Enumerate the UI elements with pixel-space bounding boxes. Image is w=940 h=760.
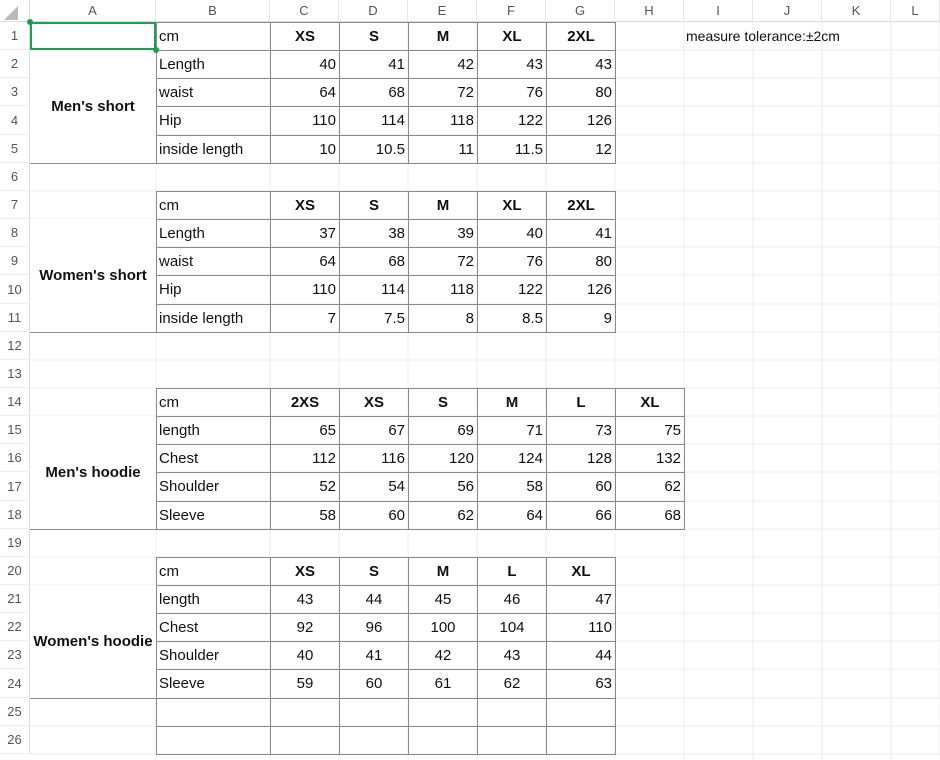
column-header-J[interactable]: J xyxy=(753,0,822,22)
value-cell[interactable]: 10 xyxy=(270,135,340,164)
row-header-3[interactable]: 3 xyxy=(0,78,30,106)
value-cell[interactable]: 67 xyxy=(339,416,409,445)
row-header-19[interactable]: 19 xyxy=(0,529,30,557)
row-header-18[interactable]: 18 xyxy=(0,501,30,529)
value-cell[interactable]: 46 xyxy=(477,585,547,614)
measure-label[interactable]: Sleeve xyxy=(156,669,271,699)
value-cell[interactable]: 76 xyxy=(477,78,547,107)
value-cell[interactable]: 64 xyxy=(477,501,547,530)
row-header-22[interactable]: 22 xyxy=(0,613,30,641)
select-all-corner[interactable] xyxy=(0,0,30,22)
size-header-XS[interactable]: XS xyxy=(270,191,340,220)
value-cell[interactable]: 44 xyxy=(546,641,616,670)
value-cell[interactable]: 59 xyxy=(270,669,340,699)
value-cell[interactable]: 68 xyxy=(339,78,409,107)
unit-cell[interactable]: cm xyxy=(156,388,271,417)
table-title-3[interactable]: Women's hoodie xyxy=(30,585,156,699)
row-header-5[interactable]: 5 xyxy=(0,135,30,163)
value-cell[interactable]: 54 xyxy=(339,472,409,502)
value-cell[interactable]: 43 xyxy=(546,50,616,79)
measure-label[interactable]: Hip xyxy=(156,275,271,305)
value-cell[interactable]: 122 xyxy=(477,275,547,305)
row-header-10[interactable]: 10 xyxy=(0,275,30,304)
value-cell[interactable]: 100 xyxy=(408,613,478,642)
value-cell[interactable]: 69 xyxy=(408,416,478,445)
value-cell[interactable]: 58 xyxy=(270,501,340,530)
value-cell[interactable]: 73 xyxy=(546,416,616,445)
size-header-XS[interactable]: XS xyxy=(270,22,340,51)
row-header-20[interactable]: 20 xyxy=(0,557,30,585)
column-header-A[interactable]: A xyxy=(30,0,156,22)
column-header-G[interactable]: G xyxy=(546,0,615,22)
value-cell[interactable]: 118 xyxy=(408,275,478,305)
measure-label[interactable]: inside length xyxy=(156,304,271,333)
row-header-6[interactable]: 6 xyxy=(0,163,30,191)
value-cell[interactable]: 8 xyxy=(408,304,478,333)
measure-label[interactable]: length xyxy=(156,585,271,614)
value-cell[interactable]: 43 xyxy=(270,585,340,614)
column-header-K[interactable]: K xyxy=(822,0,891,22)
size-header-S[interactable]: S xyxy=(339,191,409,220)
measure-label[interactable]: Shoulder xyxy=(156,472,271,502)
value-cell[interactable]: 47 xyxy=(546,585,616,614)
value-cell[interactable]: 12 xyxy=(546,135,616,164)
column-header-I[interactable]: I xyxy=(684,0,753,22)
measure-label[interactable]: Chest xyxy=(156,444,271,473)
value-cell[interactable]: 64 xyxy=(270,247,340,276)
table-title-1[interactable]: Women's short xyxy=(30,219,156,333)
size-header-L[interactable]: L xyxy=(477,557,547,586)
empty-cell[interactable] xyxy=(156,726,271,755)
value-cell[interactable]: 44 xyxy=(339,585,409,614)
row-header-23[interactable]: 23 xyxy=(0,641,30,669)
value-cell[interactable]: 7.5 xyxy=(339,304,409,333)
measure-label[interactable]: length xyxy=(156,416,271,445)
row-header-26[interactable]: 26 xyxy=(0,726,30,754)
row-header-17[interactable]: 17 xyxy=(0,472,30,501)
column-header-H[interactable]: H xyxy=(615,0,684,22)
tolerance-note[interactable]: measure tolerance:±2cm xyxy=(686,28,840,44)
value-cell[interactable]: 42 xyxy=(408,641,478,670)
value-cell[interactable]: 62 xyxy=(615,472,685,502)
size-header-M[interactable]: M xyxy=(477,388,547,417)
size-header-XL[interactable]: XL xyxy=(477,191,547,220)
value-cell[interactable]: 11 xyxy=(408,135,478,164)
value-cell[interactable]: 110 xyxy=(270,275,340,305)
size-header-S[interactable]: S xyxy=(339,22,409,51)
value-cell[interactable]: 60 xyxy=(339,669,409,699)
value-cell[interactable]: 61 xyxy=(408,669,478,699)
value-cell[interactable]: 9 xyxy=(546,304,616,333)
row-header-14[interactable]: 14 xyxy=(0,388,30,416)
value-cell[interactable]: 39 xyxy=(408,219,478,248)
column-header-D[interactable]: D xyxy=(339,0,408,22)
value-cell[interactable]: 126 xyxy=(546,106,616,136)
value-cell[interactable]: 110 xyxy=(546,613,616,642)
size-header-XS[interactable]: XS xyxy=(339,388,409,417)
size-header-L[interactable]: L xyxy=(546,388,616,417)
value-cell[interactable]: 80 xyxy=(546,78,616,107)
selection-handle-bottom[interactable] xyxy=(153,47,159,53)
size-header-2XL[interactable]: 2XL xyxy=(546,191,616,220)
column-header-F[interactable]: F xyxy=(477,0,546,22)
value-cell[interactable]: 71 xyxy=(477,416,547,445)
value-cell[interactable]: 41 xyxy=(339,641,409,670)
value-cell[interactable]: 114 xyxy=(339,106,409,136)
selected-cell-A1[interactable] xyxy=(30,22,156,50)
value-cell[interactable]: 62 xyxy=(477,669,547,699)
empty-cell[interactable] xyxy=(546,698,616,727)
measure-label[interactable]: Hip xyxy=(156,106,271,136)
measure-label[interactable]: Shoulder xyxy=(156,641,271,670)
unit-cell[interactable]: cm xyxy=(156,22,271,51)
value-cell[interactable]: 122 xyxy=(477,106,547,136)
value-cell[interactable]: 40 xyxy=(270,50,340,79)
value-cell[interactable]: 128 xyxy=(546,444,616,473)
empty-cell[interactable] xyxy=(339,726,409,755)
value-cell[interactable]: 8.5 xyxy=(477,304,547,333)
value-cell[interactable]: 37 xyxy=(270,219,340,248)
value-cell[interactable]: 10.5 xyxy=(339,135,409,164)
column-header-C[interactable]: C xyxy=(270,0,339,22)
empty-cell[interactable] xyxy=(270,698,340,727)
value-cell[interactable]: 72 xyxy=(408,247,478,276)
size-header-M[interactable]: M xyxy=(408,22,478,51)
unit-cell[interactable]: cm xyxy=(156,557,271,586)
table-title-2[interactable]: Men's hoodie xyxy=(30,416,156,530)
row-header-12[interactable]: 12 xyxy=(0,332,30,360)
measure-label[interactable]: Length xyxy=(156,219,271,248)
value-cell[interactable]: 65 xyxy=(270,416,340,445)
row-header-7[interactable]: 7 xyxy=(0,191,30,219)
value-cell[interactable]: 68 xyxy=(339,247,409,276)
value-cell[interactable]: 38 xyxy=(339,219,409,248)
measure-label[interactable]: inside length xyxy=(156,135,271,164)
size-header-S[interactable]: S xyxy=(339,557,409,586)
value-cell[interactable]: 118 xyxy=(408,106,478,136)
measure-label[interactable]: waist xyxy=(156,247,271,276)
value-cell[interactable]: 80 xyxy=(546,247,616,276)
size-header-XL[interactable]: XL xyxy=(546,557,616,586)
value-cell[interactable]: 126 xyxy=(546,275,616,305)
value-cell[interactable]: 112 xyxy=(270,444,340,473)
measure-label[interactable]: waist xyxy=(156,78,271,107)
empty-cell[interactable] xyxy=(477,726,547,755)
empty-cell[interactable] xyxy=(408,726,478,755)
row-header-16[interactable]: 16 xyxy=(0,444,30,472)
measure-label[interactable]: Chest xyxy=(156,613,271,642)
empty-cell[interactable] xyxy=(156,698,271,727)
value-cell[interactable]: 11.5 xyxy=(477,135,547,164)
value-cell[interactable]: 132 xyxy=(615,444,685,473)
empty-cell[interactable] xyxy=(339,698,409,727)
size-header-XL[interactable]: XL xyxy=(477,22,547,51)
value-cell[interactable]: 62 xyxy=(408,501,478,530)
row-header-24[interactable]: 24 xyxy=(0,669,30,698)
value-cell[interactable]: 42 xyxy=(408,50,478,79)
size-header-S[interactable]: S xyxy=(408,388,478,417)
value-cell[interactable]: 66 xyxy=(546,501,616,530)
column-header-B[interactable]: B xyxy=(156,0,270,22)
value-cell[interactable]: 43 xyxy=(477,641,547,670)
value-cell[interactable]: 45 xyxy=(408,585,478,614)
row-header-9[interactable]: 9 xyxy=(0,247,30,275)
value-cell[interactable]: 41 xyxy=(546,219,616,248)
size-header-M[interactable]: M xyxy=(408,191,478,220)
value-cell[interactable]: 114 xyxy=(339,275,409,305)
empty-cell[interactable] xyxy=(408,698,478,727)
value-cell[interactable]: 40 xyxy=(270,641,340,670)
empty-cell[interactable] xyxy=(477,698,547,727)
value-cell[interactable]: 40 xyxy=(477,219,547,248)
value-cell[interactable]: 92 xyxy=(270,613,340,642)
row-header-13[interactable]: 13 xyxy=(0,360,30,388)
size-header-XL[interactable]: XL xyxy=(615,388,685,417)
table-title-0[interactable]: Men's short xyxy=(30,50,156,164)
value-cell[interactable]: 52 xyxy=(270,472,340,502)
column-header-L[interactable]: L xyxy=(891,0,940,22)
value-cell[interactable]: 110 xyxy=(270,106,340,136)
row-header-2[interactable]: 2 xyxy=(0,50,30,78)
selection-handle-top[interactable] xyxy=(27,19,33,25)
row-header-21[interactable]: 21 xyxy=(0,585,30,613)
select-all-triangle-icon xyxy=(4,6,18,20)
unit-cell[interactable]: cm xyxy=(156,191,271,220)
value-cell[interactable]: 116 xyxy=(339,444,409,473)
value-cell[interactable]: 56 xyxy=(408,472,478,502)
measure-label[interactable]: Length xyxy=(156,50,271,79)
row-header-4[interactable]: 4 xyxy=(0,106,30,135)
row-header-15[interactable]: 15 xyxy=(0,416,30,444)
row-header-11[interactable]: 11 xyxy=(0,304,30,332)
value-cell[interactable]: 64 xyxy=(270,78,340,107)
value-cell[interactable]: 76 xyxy=(477,247,547,276)
row-header-1[interactable]: 1 xyxy=(0,22,30,50)
row-header-8[interactable]: 8 xyxy=(0,219,30,247)
empty-cell[interactable] xyxy=(270,726,340,755)
measure-label[interactable]: Sleeve xyxy=(156,501,271,530)
value-cell[interactable]: 63 xyxy=(546,669,616,699)
value-cell[interactable]: 60 xyxy=(546,472,616,502)
value-cell[interactable]: 58 xyxy=(477,472,547,502)
value-cell[interactable]: 75 xyxy=(615,416,685,445)
value-cell[interactable]: 68 xyxy=(615,501,685,530)
value-cell[interactable]: 60 xyxy=(339,501,409,530)
column-header-E[interactable]: E xyxy=(408,0,477,22)
value-cell[interactable]: 120 xyxy=(408,444,478,473)
value-cell[interactable]: 7 xyxy=(270,304,340,333)
value-cell[interactable]: 96 xyxy=(339,613,409,642)
value-cell[interactable]: 43 xyxy=(477,50,547,79)
empty-cell[interactable] xyxy=(546,726,616,755)
size-header-XS[interactable]: XS xyxy=(270,557,340,586)
row-header-25[interactable]: 25 xyxy=(0,698,30,726)
value-cell[interactable]: 104 xyxy=(477,613,547,642)
size-header-2XS[interactable]: 2XS xyxy=(270,388,340,417)
size-header-M[interactable]: M xyxy=(408,557,478,586)
value-cell[interactable]: 72 xyxy=(408,78,478,107)
value-cell[interactable]: 124 xyxy=(477,444,547,473)
value-cell[interactable]: 41 xyxy=(339,50,409,79)
size-header-2XL[interactable]: 2XL xyxy=(546,22,616,51)
